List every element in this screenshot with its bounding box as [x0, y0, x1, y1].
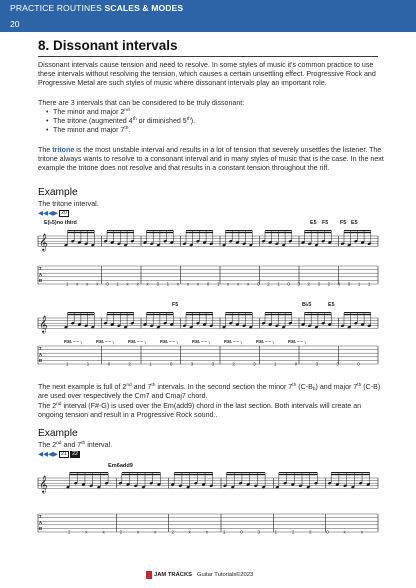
- note-head: [301, 241, 305, 244]
- note-beam: [70, 472, 109, 473]
- note-head: [238, 481, 242, 484]
- dissonant-intervals-list: [46, 108, 366, 135]
- note-head: [359, 481, 363, 484]
- tab-number: 1: [116, 281, 119, 287]
- example1-heading: Example: [38, 187, 78, 198]
- note-head: [351, 485, 355, 488]
- note-head: [301, 323, 305, 326]
- tab-number: 0: [106, 281, 109, 287]
- note-head: [150, 324, 154, 327]
- note-head: [308, 324, 312, 327]
- note-head: [91, 243, 95, 246]
- tab-number: x: [96, 281, 99, 287]
- note-head: [97, 485, 101, 488]
- tab-clef-label: B: [39, 526, 43, 531]
- example2-audio-tracks[interactable]: [38, 451, 80, 458]
- page-number: 20: [10, 19, 20, 29]
- tab-number: x: [196, 281, 200, 287]
- note-head: [203, 241, 207, 244]
- note-beam: [68, 232, 95, 233]
- logo-mark-icon: [146, 571, 152, 579]
- note-head: [367, 242, 371, 245]
- note-head: [126, 483, 130, 486]
- note-head: [306, 485, 310, 488]
- page-title: 8. Dissonant intervals: [38, 38, 178, 53]
- note-beam: [174, 472, 213, 473]
- note-head: [157, 483, 161, 486]
- tab-number: 2: [309, 529, 312, 535]
- example1-subtitle: The tritone interval.: [38, 200, 99, 208]
- note-head: [77, 323, 81, 326]
- note-head: [117, 324, 121, 327]
- note-head: [288, 321, 292, 324]
- note-head: [110, 241, 114, 244]
- note-head: [261, 239, 265, 242]
- tab-number: 2: [327, 281, 331, 287]
- note-head: [235, 323, 239, 326]
- note-head: [71, 239, 75, 242]
- note-beam: [122, 472, 161, 473]
- note-head: [282, 325, 286, 328]
- tab-clef-label: T: [39, 266, 42, 271]
- tab-number: 1: [66, 361, 69, 367]
- note-head: [182, 242, 186, 245]
- note-beam: [265, 312, 292, 313]
- note-head: [143, 323, 147, 326]
- tab-number: x: [343, 529, 346, 535]
- note-head: [91, 325, 95, 328]
- list-item: • The minor and major 2nd: [46, 108, 366, 117]
- tab-number: x: [146, 281, 149, 287]
- note-beam: [107, 314, 134, 315]
- note-head: [171, 483, 175, 486]
- section-subname: SCALES & MODES: [104, 3, 184, 13]
- note-head: [314, 481, 318, 484]
- tab-number: 0: [156, 281, 160, 287]
- note-head: [354, 321, 358, 324]
- tab-number: 1: [216, 281, 220, 287]
- note-head: [275, 485, 279, 488]
- palm-mute-label: P.M. ‒ ‒ ┐: [224, 339, 244, 344]
- note-head: [275, 242, 279, 245]
- note-head: [124, 243, 128, 246]
- footer-label: Guitar Tutorials: [197, 572, 237, 578]
- chord-symbol: E5: [351, 220, 358, 226]
- note-head: [209, 484, 213, 487]
- note-head: [361, 241, 365, 244]
- note-beam: [70, 474, 109, 475]
- note-head: [291, 483, 295, 486]
- note-beam: [265, 314, 292, 315]
- note-head: [163, 239, 167, 242]
- note-head: [275, 324, 279, 327]
- note-beam: [68, 314, 95, 315]
- speaker-icon: ◀◀◀▶: [38, 451, 58, 458]
- note-head: [223, 484, 227, 487]
- note-head: [347, 325, 351, 328]
- tab-number: x: [126, 281, 129, 287]
- tab-number: x: [186, 281, 189, 287]
- tab-clef-label: A: [39, 272, 43, 277]
- note-beam: [147, 312, 174, 313]
- palm-mute-label: P.M. ‒ ‒ ┐: [288, 339, 308, 344]
- note-beam: [174, 474, 213, 475]
- note-head: [149, 481, 153, 484]
- note-beam: [305, 232, 332, 233]
- tab-number: 0: [107, 361, 111, 367]
- track-number-box[interactable]: 22: [72, 451, 78, 457]
- note-head: [321, 321, 325, 324]
- note-head: [84, 242, 88, 245]
- title-rule: [38, 56, 378, 57]
- intro-paragraph: Dissonant intervals cause tension and need to resolve. In some styles of music it's common practice to use these intervals without resolving the tension, which causes a certain unsettling effect. Progressive Rock and Progressive Metal are such styles of music where dissonant intervals play an important role.: [38, 61, 376, 87]
- note-head: [231, 485, 235, 488]
- tab-number: 3: [315, 361, 319, 367]
- tab-number: 2: [119, 529, 123, 535]
- note-head: [150, 242, 154, 245]
- tab-number: 0: [206, 281, 210, 287]
- note-head: [308, 242, 312, 245]
- note-head: [117, 242, 121, 245]
- note-head: [143, 241, 147, 244]
- tab-number: x: [136, 281, 139, 287]
- note-head: [170, 241, 174, 244]
- note-beam: [344, 230, 371, 231]
- note-beam: [279, 474, 318, 475]
- chord-symbol: F5: [340, 220, 347, 226]
- tab-number: 1: [166, 281, 170, 287]
- tab-number: x: [76, 281, 79, 287]
- chord-symbol: E5: [310, 220, 317, 226]
- note-beam: [344, 232, 371, 233]
- note-beam: [107, 232, 134, 233]
- note-head: [209, 324, 213, 327]
- tab-number: 0: [347, 281, 351, 287]
- list-item: • The minor and major 7th.: [46, 126, 366, 135]
- tab-clef-label: A: [39, 520, 43, 525]
- note-head: [229, 239, 233, 242]
- tab-number: 3: [253, 361, 256, 367]
- note-head: [209, 242, 213, 245]
- section-name: PRACTICE ROUTINES: [10, 3, 102, 13]
- footer-copyright: ©2023: [236, 572, 254, 578]
- note-head: [254, 484, 258, 487]
- note-head: [343, 484, 347, 487]
- note-head: [103, 239, 107, 242]
- tritone-keyword: tritone: [52, 146, 75, 154]
- tab-number: 1: [86, 361, 90, 367]
- tab-number: 0: [294, 361, 298, 367]
- tab-number: 0: [287, 281, 290, 287]
- example1-audio-track[interactable]: [38, 210, 69, 217]
- note-head: [347, 243, 351, 246]
- note-beam: [305, 314, 332, 315]
- palm-mute-label: P.M. ‒ ‒ ┐: [192, 339, 212, 344]
- note-head: [156, 325, 160, 328]
- tab-number: x: [154, 529, 157, 535]
- tab-number: x: [360, 529, 363, 535]
- note-beam: [147, 314, 174, 315]
- note-head: [182, 324, 186, 327]
- note-head: [64, 325, 68, 328]
- note-head: [242, 242, 246, 245]
- note-head: [110, 323, 114, 326]
- palm-mute-label: P.M. ‒ ‒ ┐: [128, 339, 148, 344]
- note-head: [189, 325, 193, 328]
- tab-number: x: [188, 529, 191, 535]
- tab-number: 0: [240, 529, 243, 535]
- note-head: [64, 243, 68, 246]
- tab-number: 3: [317, 281, 321, 287]
- note-beam: [305, 230, 332, 231]
- note-head: [203, 323, 207, 326]
- tab-number: x: [247, 281, 250, 287]
- note-head: [328, 481, 332, 484]
- note-head: [118, 481, 122, 484]
- note-head: [298, 484, 302, 487]
- speaker-icon: ◀◀◀▶: [38, 210, 58, 217]
- treble-clef-icon: 𝄞: [39, 234, 48, 251]
- note-head: [288, 239, 292, 242]
- note-beam: [186, 230, 213, 231]
- note-head: [163, 321, 167, 324]
- note-head: [178, 484, 182, 487]
- note-head: [196, 239, 200, 242]
- note-head: [367, 324, 371, 327]
- jam-tracks-logo: [146, 571, 192, 579]
- track-number-box[interactable]: 21: [61, 451, 67, 457]
- chord-symbol: F5: [322, 220, 329, 226]
- note-head: [335, 483, 339, 486]
- tab-number: x: [102, 529, 105, 535]
- tab-number: 2: [267, 281, 270, 287]
- tab-number: 3: [257, 529, 260, 535]
- note-head: [222, 243, 226, 246]
- note-head: [261, 321, 265, 324]
- note-head: [328, 241, 332, 244]
- note-head: [268, 323, 272, 326]
- note-head: [249, 325, 253, 328]
- note-beam: [186, 232, 213, 233]
- intervals-paragraph-1: The next example is full of 2nd and 7th intervals. In the second section the minor 7th $(C-B_b)$ and major 7th (C-B) are used over respectively the Cm7 and Cmaj7 chord.: [38, 383, 381, 400]
- note-head: [196, 321, 200, 324]
- note-head: [246, 483, 250, 486]
- note-head: [134, 484, 138, 487]
- note-head: [321, 239, 325, 242]
- tab-number: 2: [128, 361, 131, 367]
- note-head: [229, 321, 233, 324]
- note-head: [262, 485, 266, 488]
- note-head: [130, 239, 134, 242]
- section-breadcrumb: [10, 3, 183, 13]
- chord-symbol: B♭5: [302, 302, 312, 308]
- note-head: [354, 239, 358, 242]
- note-head: [66, 485, 70, 488]
- note-beam: [147, 232, 174, 233]
- note-head: [124, 325, 128, 328]
- example2-subtitle: The 2nd and 7th interval.: [38, 441, 113, 449]
- palm-mute-label: P.M. ‒ ‒ ┐: [64, 339, 84, 344]
- note-beam: [186, 312, 213, 313]
- header-band: [0, 0, 416, 32]
- note-head: [283, 481, 287, 484]
- note-head: [314, 243, 318, 246]
- tab-number: 1: [66, 281, 69, 287]
- tab-number: x: [85, 529, 88, 535]
- note-beam: [122, 474, 161, 475]
- tab-clef-label: B: [39, 358, 43, 363]
- note-beam: [344, 314, 371, 315]
- note-head: [170, 323, 174, 326]
- tritone-paragraph: The tritone is the most unstable interval and results in a lot of tension that severely unsettles the listener. The tritone always wants to resolve to a consonant interval and in many styles of music that is the case. In the next example the tritone does not resolve and that results in a constant tension throughout the riff.: [38, 146, 384, 172]
- tab-number: x: [237, 281, 240, 287]
- tab-clef-label: A: [39, 352, 43, 357]
- tab-number: 1: [223, 529, 226, 535]
- tab-number: 1: [357, 281, 361, 287]
- tab-number: 1: [277, 281, 280, 287]
- note-beam: [147, 230, 174, 231]
- note-beam: [68, 230, 95, 231]
- tab-number: 2: [171, 529, 174, 535]
- note-head: [235, 241, 239, 244]
- note-beam: [279, 472, 318, 473]
- note-beam: [107, 312, 134, 313]
- note-head: [156, 243, 160, 246]
- chord-symbol: E5: [328, 302, 335, 308]
- tab-number: 3: [336, 361, 339, 367]
- palm-mute-label: P.M. ‒ ‒ ┐: [160, 339, 180, 344]
- note-head: [103, 321, 107, 324]
- track-number-box[interactable]: 20: [61, 210, 67, 216]
- note-head: [282, 243, 286, 246]
- tab-number: x: [227, 281, 230, 287]
- tab-number: 2: [291, 529, 295, 535]
- chord-symbol: Em6add9: [108, 463, 133, 469]
- tab-number: 1: [149, 361, 152, 367]
- intervals-paragraph-2: The 2nd interval (F#-G) is used over the Em(add9) chord in the last section. Both intervals will create an ongoing tension and result in a Progressive Rock sound..: [38, 402, 362, 419]
- note-beam: [226, 314, 253, 315]
- example2-heading: Example: [38, 428, 78, 439]
- note-beam: [68, 312, 95, 313]
- tab-number: 2: [68, 529, 71, 535]
- note-head: [71, 321, 75, 324]
- tab-number: 0: [257, 281, 260, 287]
- chord-symbol: E(♭5)no third: [44, 220, 77, 226]
- tab-number: 2: [232, 361, 235, 367]
- logo-wordmark: JAM TRACKS: [154, 572, 193, 578]
- page-footer: [0, 568, 416, 582]
- note-head: [141, 485, 145, 488]
- note-head: [268, 241, 272, 244]
- intervals-lead: There are 3 intervals that can be considered to be truly dissonant:: [38, 99, 245, 107]
- treble-clef-icon: 𝄞: [39, 316, 48, 333]
- note-head: [242, 324, 246, 327]
- note-head: [249, 243, 253, 246]
- note-head: [77, 241, 81, 244]
- note-head: [74, 481, 78, 484]
- palm-mute-label: P.M. ‒ ‒ ┐: [96, 339, 116, 344]
- palm-mute-label: P.M. ‒ ‒ ┐: [256, 339, 276, 344]
- tab-number: x: [176, 281, 179, 287]
- note-head: [202, 483, 206, 486]
- note-head: [189, 243, 193, 246]
- note-head: [314, 325, 318, 328]
- chord-symbol: F5: [172, 302, 179, 308]
- note-head: [328, 323, 332, 326]
- tab-number: 3: [297, 281, 300, 287]
- treble-clef-icon: 𝄞: [39, 476, 48, 493]
- note-head: [84, 324, 88, 327]
- tab-number: x: [205, 529, 208, 535]
- note-beam: [226, 230, 253, 231]
- note-head: [340, 324, 344, 327]
- note-beam: [265, 230, 292, 231]
- tab-number: 0: [170, 361, 173, 367]
- note-head: [340, 242, 344, 245]
- note-beam: [331, 472, 370, 473]
- note-head: [105, 481, 109, 484]
- tab-clef-label: T: [39, 514, 42, 519]
- tab-number: 0: [337, 281, 341, 287]
- note-head: [186, 485, 190, 488]
- tab-number: 3: [190, 361, 194, 367]
- note-beam: [226, 312, 253, 313]
- tab-number: 1: [274, 529, 278, 535]
- note-beam: [331, 474, 370, 475]
- tab-clef-label: B: [39, 278, 43, 283]
- note-beam: [186, 314, 213, 315]
- note-head: [194, 481, 198, 484]
- list-item: • The tritone (augmented 4th or diminished 5th).: [46, 117, 366, 126]
- tab-number: 1: [367, 281, 371, 287]
- tab-number: 0: [357, 361, 360, 367]
- note-head: [366, 483, 370, 486]
- note-beam: [344, 312, 371, 313]
- note-head: [130, 321, 134, 324]
- note-head: [81, 483, 85, 486]
- note-beam: [227, 472, 266, 473]
- tab-clef-label: T: [39, 346, 42, 351]
- tab-number: x: [86, 281, 89, 287]
- note-head: [361, 323, 365, 326]
- tab-number: x: [136, 529, 140, 535]
- note-beam: [305, 312, 332, 313]
- note-head: [89, 484, 93, 487]
- tab-number: 0: [326, 529, 329, 535]
- note-beam: [226, 232, 253, 233]
- tab-number: 3: [211, 361, 215, 367]
- note-beam: [107, 230, 134, 231]
- note-head: [222, 325, 226, 328]
- note-beam: [227, 474, 266, 475]
- tab-number: 2: [307, 281, 311, 287]
- note-beam: [265, 232, 292, 233]
- tab-number: 1: [274, 361, 277, 367]
